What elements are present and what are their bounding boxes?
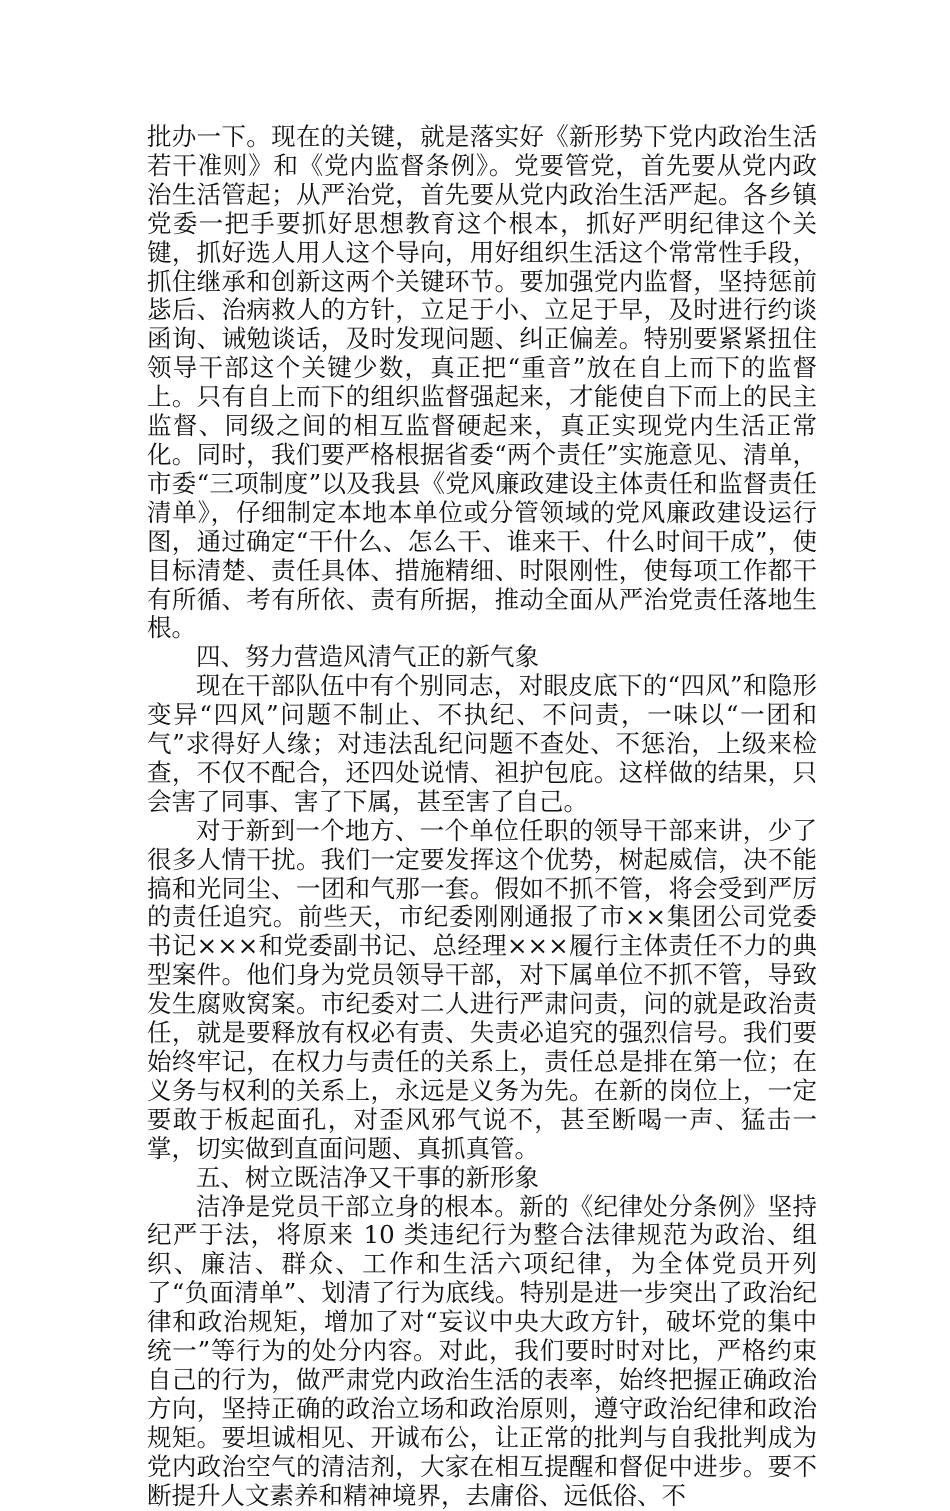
document-body — [147, 123, 817, 1511]
section-heading-four: 四、努力营造风清气正的新气象 — [196, 642, 539, 672]
paragraph: 对于新到一个地方、一个单位任职的领导干部来讲，少了很多人情干扰。我们一定要发挥这个优势，树起威信，决不能搞和光同尘、一团和气那一套。假如不抓不管，将会受到严厉的责任追究。前些天，市纪委刚刚通报了市××集团公司党委书记×××和党委副书记、总经理×××履行主体责任不力的典型案件。他们身为党员领导干部，对下属单位不抓不管，导致发生腐败窝案。市纪委对二人进行严肃问责，问的就是政治责任，就是要释放有权必有责、失责必追究的强烈信号。我们要始终牢记，在权力与责任的关系上，责任总是排在第一位；在义务与权利的关系上，永远是义务为先。在新的岗位上，一定要敢于板起面孔，对歪风邪气说不，甚至断喝一声、猛击一掌，切实做到直面问题、真抓真管。 — [147, 815, 817, 1163]
section-heading-five: 五、树立既洁净又干事的新形象 — [196, 1162, 539, 1192]
paragraph: 现在干部队伍中有个别同志，对眼皮底下的“四风”和隐形变异“四风”问题不制止、不执纪、不问责，一味以“一团和气”求得好人缘；对违法乱纪问题不查处、不惩治，上级来检查，不仅不配合，还四处说情、袒护包庇。这样做的结果，只会害了同事、害了下属，甚至害了自己。 — [147, 671, 817, 816]
paragraph: 洁净是党员干部立身的根本。新的《纪律处分条例》坚持纪严于法，将原来 10 类违纪行为整合法律规范为政治、组织、廉洁、群众、工作和生活六项纪律，为全体党员开列了“负面清单”、划清了行为底线。特别是进一步突出了政治纪律和政治规矩，增加了对“妄议中央大政方针，破坏党的集中统一”等行为的处分内容。对此，我们要时时对比，严格约束自己的行为，做严肃党内政治生活的表率，始终把握正确政治方向，坚持正确的政治立场和政治原则，遵守政治纪律和政治规矩。要坦诚相见、开诚布公，让正常的批判与自我批判成为党内政治空气的清洁剂，大家在相互提醒和督促中进步。要不断提升人文素养和精神境界，去庸俗、远低俗、不 — [147, 1191, 817, 1510]
paragraph-continuation: 批办一下。现在的关键，就是落实好《新形势下党内政治生活若干准则》和《党内监督条例》。党要管党，首先要从党内政治生活管起；从严治党，首先要从党内政治生活严起。各乡镇党委一把手要抓好思想教育这个根本，抓好严明纪律这个关键，抓好选人用人这个导向，用好组织生活这个常常性手段，抓住继承和创新这两个关键环节。要加强党内监督，坚持惩前毖后、治病救人的方针，立足于小、立足于早，及时进行约谈函询、诫勉谈话，及时发现问题、纠正偏差。特别要紧紧扭住领导干部这个关键少数，真正把“重音”放在自上而下的监督上。只有自上而下的组织监督强起来，才能使自下而上的民主监督、同级之间的相互监督硬起来，真正实现党内生活正常化。同时，我们要严格根据省委“两个责任”实施意见、清单，市委“三项制度”以及我县《党风廉政建设主体责任和监督责任清单》，仔细制定本地本单位或分管领域的党风廉政建设运行图，通过确定“干什么、怎么干、谁来干、什么时间干成”，使目标清楚、责任具体、措施精细、时限刚性，使每项工作都干有所循、考有所依、责有所据，推动全面从严治党责任落地生根。 — [147, 122, 817, 643]
